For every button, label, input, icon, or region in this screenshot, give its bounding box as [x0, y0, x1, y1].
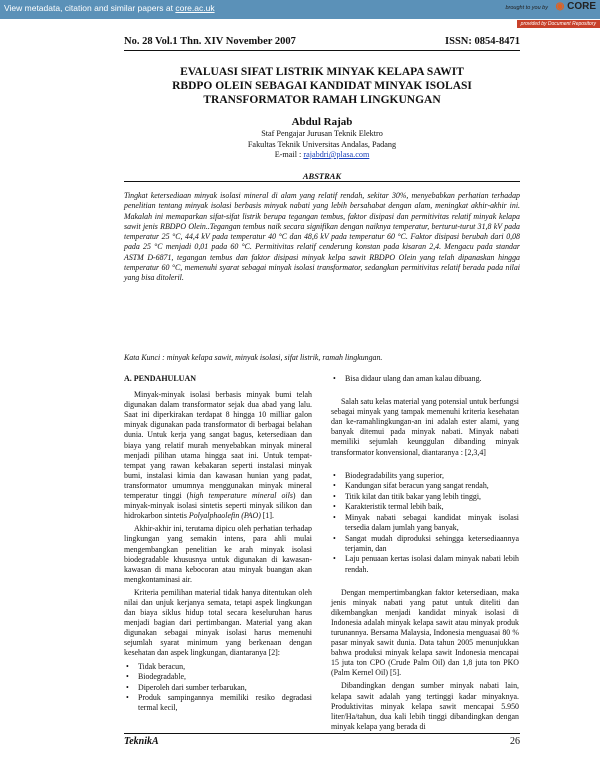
paragraph: Minyak-minyak isolasi berbasis minyak bumi telah digunakan dalam transformator sejak dua abad yang lalu. Saat ini diperkirakan terdapat 8 hingga 10 milliar galon minyak digunakan pada transformator di berbagai belahan dunia. Untuk kerja yang sangat bagus, ketersediaan dan biaya yang relatif murah menyebabkan minyak mineral menjadi pilihan utama hingga saat ini. Untuk tempat-tempat yang rawan kebakaran seperti instalasi minyak bumi, instalasi kimia dan kawasan hunian yang padat, transformator umumnya menggunakan minyak mineral temperatur tinggi (high temperature mineral oils) dan minyak-minyak isolasi sintetis seperti minyak silikon dan hidrokarbon sintetis Polyalphaolefin (PAO) [1]. [124, 390, 312, 521]
title-line: TRANSFORMATOR RAMAH LINGKUNGAN [203, 94, 441, 106]
footer-rule [124, 733, 520, 734]
core-banner [0, 0, 600, 19]
paragraph: Salah satu kelas material yang potensial untuk berfungsi sebagai minyak yang tampak memenuhi kriteria kesehatan dan ke-ramahlingkungan-an ini adalah ester alami, yang banyak ditemui pada minyak nabati. Minyak nabati memiliki sejumlah keunggulan dibanding minyak transformator konvensional, diantaranya : [2,3,4] [331, 397, 519, 457]
list-item: • Titik kilat dan titik bakar yang lebih tinggi, [331, 492, 519, 502]
criteria-list-cont [331, 374, 519, 384]
email-label: E-mail : [274, 150, 304, 159]
paragraph: Akhir-akhir ini, terutama dipicu oleh perhatian terhadap lingkungan yang semakin intens, para ahli mulai mengembangkan penelitian ke arah minyak isolasi biodegradable khususnya untuk digunakan di kawasan-kawasan di mana kebocoran atau minyak buangan akan mengkontaminasi air. [124, 524, 312, 584]
list-item: • Minyak nabati sebagai kandidat minyak isolasi tersedia dalam jumlah yang banyak, [331, 513, 519, 533]
author-affiliation [120, 129, 524, 161]
header-rule [124, 50, 520, 51]
provided-by-label[interactable]: provided by Document Repository [517, 20, 600, 28]
list-item: • Laju penuaan kertas isolasi dalam minyak nabati lebih rendah. [331, 554, 519, 574]
list-item: • Biodegradabilits yang superior, [331, 471, 519, 481]
brought-by-text: brought to you by [505, 5, 548, 11]
metadata-link[interactable]: View metadata, citation and similar papers at core.ac.uk [4, 3, 215, 13]
affiliation-line: Staf Pengajar Jurusan Teknik Elektro [261, 129, 383, 138]
page-number: 26 [510, 736, 520, 747]
title-line: RBDPO OLEIN SEBAGAI KANDIDAT MINYAK ISOLASI [172, 80, 472, 92]
paragraph: Dengan mempertimbangkan faktor ketersediaan, maka jenis minyak nabati yang patut untuk diteliti dan dikembangkan menjadi kandidat minyak isolasi di Indonesia adalah minyak kelapa sawit atau minyak produk turunannya. Bersama Malaysia, Indonesia menguasai 80 % pasar minyak sawit dunia. Data tahun 2005 menunjukkan bahwa produksi minyak kelapa sawit Indonesia mencapai 15 juta ton CPO (Crude Palm Oil) dan 1,8 juta ton PKO (Palm Kernel Oil) [5]. [331, 587, 519, 678]
affiliation-line: Fakultas Teknik Universitas Andalas, Padang [247, 139, 397, 149]
list-item: • Kandungan sifat beracun yang sangat rendah, [331, 481, 519, 491]
abstract-text: Tingkat ketersediaan minyak isolasi mineral di alam yang relatif rendah, sekitar 30%, menyebabkan perhatian terhadap penelitian tentang minyak isolasi berbasis minyak nabati yang lebih bersahabat dengan alam, meningkat akhir-akhir ini. Makalah ini memaparkan sifat-sifat listrik berupa tegangan tembus, faktor disipasi dan permitivitas relatif minyak kelapa sawit jenis RBDPO Olein..Tegangan tembus naik secara signifikan dengan naiknya temperatur, berturut-turut 31,8 kV pada temperatur 25 °C, 44,4 kV pada temperatur 40 °C dan 48,6 kV pada temperatur 60 °C. Faktor disipasi berubah dari 0,08 pada 25 °C menjadi 0,01 pada 60 °C. Permitivitas relatif cenderung konstan pada kisaran 2,4. Mengacu pada standar ASTM D-6871, tegangan tembus dan faktor disipasi minyak kelpa sawit RBDPO Olein yang telah dipanaskan hingga temperatur 60 °C, memenuhi syarat sebagai minyak isolasi transformator, sedangkan permitivitas relatif berada pada nilai yang bisa ditoleril. [124, 191, 520, 283]
list-item: • Biodegradable, [124, 672, 312, 682]
email-link[interactable]: rajabdri@plasa.com [303, 150, 370, 159]
list-item: • Tidak beracun, [124, 662, 312, 672]
right-column [331, 374, 519, 735]
journal-header [124, 36, 520, 47]
title-line: EVALUASI SIFAT LISTRIK MINYAK KELAPA SAWIT [180, 66, 464, 78]
advantages-list [331, 471, 519, 575]
left-column [124, 374, 312, 717]
abstract-rule [124, 181, 520, 182]
list-item: • Karakteristik termal lebih baik, [331, 502, 519, 512]
paragraph: Dibandingkan dengan sumber minyak nabati lain, kelapa sawit adalah yang tertinggi kadar minyaknya. Produktivitas minyak kelapa sawit mencapai 5.950 liter/Ha/tahun, dua kali lebih tinggi dibandingkan dengan minyak kelapa yang berada di [331, 681, 519, 731]
list-item: • Diperoleh dari sumber terbarukan, [124, 683, 312, 693]
author-name: Abdul Rajab [291, 116, 353, 128]
list-item: • Bisa didaur ulang dan aman kalau dibuang. [331, 374, 519, 384]
section-heading: A. PENDAHULUAN [124, 374, 196, 383]
keywords: Kata Kunci : minyak kelapa sawit, minyak isolasi, sifat listrik, ramah lingkungan. [124, 353, 383, 362]
issue-info: No. 28 Vol.1 Thn. XIV November 2007 [124, 36, 296, 47]
paper-title [120, 65, 524, 107]
list-item: • Produk sampingannya memiliki resiko degradasi termal kecil, [124, 693, 312, 713]
issn: ISSN: 0854-8471 [445, 36, 520, 47]
journal-name: TeknikA [124, 736, 159, 747]
core-logo[interactable]: ◉ CORE [555, 1, 596, 12]
paragraph: Kriteria pemilihan material tidak hanya ditentukan oleh nilai dan unjuk kerjanya semata, tetapi aspek lingkungan dan biaya siklus hidup total secara keseluruhan harus menjadi bagian dari pertimbangan. Material yang akan digunakan sebagai minyak isolasi harus memenuhi sejumlah syarat minimum yang berkenaan dengan kesehatan dan aspek lingkungan, diantaranya [2]: [124, 587, 312, 658]
abstract-heading: ABSTRAK [302, 171, 342, 181]
list-item: • Sangat mudah diproduksi sehingga ketersediaannya terjamin, dan [331, 534, 519, 554]
criteria-list [124, 662, 312, 714]
